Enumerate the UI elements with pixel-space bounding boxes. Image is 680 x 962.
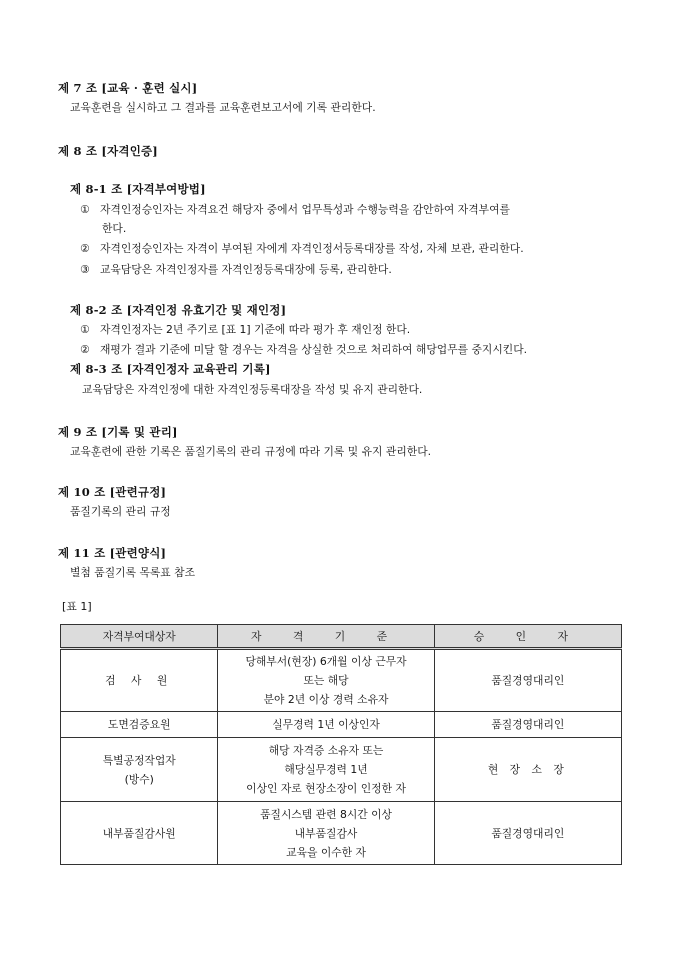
criteria-line: 이상인 자로 현장소장이 인정한 자: [246, 782, 406, 795]
section-10-body: 품질기록의 관리 규정: [70, 505, 171, 518]
section-8-heading: 제 8 조 [자격인증]: [58, 144, 158, 158]
section-7-body: 교육훈련을 실시하고 그 결과를 교육훈련보고서에 기록 관리한다.: [70, 101, 376, 114]
criteria-line: 또는 해당: [303, 674, 349, 687]
criteria-line: 내부품질감사: [294, 826, 358, 840]
cell-target: 검 사 원: [61, 649, 218, 712]
criteria-line: 해당실무경력 1년: [284, 763, 368, 776]
section-8-3-heading: 제 8-3 조 [자격인정자 교육관리 기록]: [70, 362, 271, 376]
cell-criteria: [218, 712, 434, 738]
cell-criteria: [218, 649, 434, 712]
table-row: [61, 802, 622, 865]
item-number: ②: [80, 343, 90, 356]
item-number: ①: [80, 203, 90, 216]
table-row: [61, 712, 622, 738]
table-row: [61, 738, 622, 802]
item-text: 자격인정승인자는 자격이 부여된 자에게 자격인정서등록대장를 작성, 자체 보관, 관리한다.: [100, 242, 524, 255]
item-number: ③: [80, 263, 90, 276]
criteria-line: 실무경력 1년 이상인자: [272, 718, 380, 731]
section-7-heading: 제 7 조 [교육 · 훈련 실시]: [58, 81, 198, 95]
criteria-line: 분야 2년 이상 경력 소유자: [263, 693, 389, 706]
section-8-1-item-1: [80, 202, 510, 217]
criteria-line: 교육을 이수한 자: [286, 845, 366, 859]
section-8-1-item-2: [80, 241, 524, 256]
table-header-row: [61, 625, 622, 649]
item-number: ②: [80, 242, 90, 255]
section-8-1-heading: 제 8-1 조 [자격부여방법]: [70, 182, 206, 196]
section-11-heading: 제 11 조 [관련양식]: [58, 546, 167, 560]
header-criteria: 자 격 기 준: [218, 625, 434, 649]
item-text: 교육담당은 자격인정자를 자격인정등록대장에 등록, 관리한다.: [100, 263, 392, 276]
section-9-heading: 제 9 조 [기록 및 관리]: [58, 425, 178, 439]
item-text: 자격인정승인자는 자격요건 해당자 중에서 업무특성과 수행능력을 감안하여 자격부여를: [100, 203, 510, 216]
section-8-2-item-2: [80, 342, 527, 357]
section-8-2-heading: 제 8-2 조 [자격인정 유효기간 및 재인정]: [70, 303, 287, 317]
item-text: 재평가 결과 기준에 미달 할 경우는 자격을 상실한 것으로 처리하여 해당업무를 중지시킨다.: [100, 343, 528, 356]
cell-approver: 현 장 소 장: [434, 738, 621, 802]
qualification-table: [60, 624, 622, 865]
section-10-heading: 제 10 조 [관련규정]: [58, 485, 167, 499]
criteria-line: 당해부서(현장) 6개월 이상 근무자: [245, 655, 407, 668]
cell-target: 내부품질감사원: [61, 802, 218, 865]
section-8-2-item-1: [80, 322, 410, 337]
section-11-body: 별첨 품질기록 목록표 참조: [70, 566, 196, 579]
cell-approver: 품질경영대리인: [434, 712, 621, 738]
section-8-1-item-3: [80, 262, 392, 277]
table-label: [표 1]: [62, 600, 92, 613]
section-8-3-body: 교육담당은 자격인정에 대한 자격인정등록대장을 작성 및 유지 관리한다.: [82, 383, 423, 396]
cell-criteria: [218, 738, 434, 802]
target-line: 특별공정작업자: [102, 753, 176, 767]
cell-criteria: [218, 802, 434, 865]
criteria-line: 품질시스템 관련 8시간 이상: [260, 807, 392, 821]
section-9-body: 교육훈련에 관한 기록은 품질기록의 관리 규정에 따라 기록 및 유지 관리한다.: [70, 445, 432, 458]
table-row: [61, 649, 622, 712]
section-8-1-item-1-continuation: 한다.: [102, 222, 127, 235]
header-approver: 승 인 자: [434, 625, 621, 649]
cell-approver: 품질경영대리인: [434, 649, 621, 712]
criteria-line: 해당 자격증 소유자 또는: [268, 744, 384, 757]
header-target: 자격부여대상자: [61, 625, 218, 649]
item-number: ①: [80, 323, 90, 336]
target-line: (방수): [124, 772, 154, 786]
cell-target: 도면검증요원: [61, 712, 218, 738]
cell-approver: 품질경영대리인: [434, 802, 621, 865]
item-text: 자격인정자는 2년 주기로 [표 1] 기준에 따라 평가 후 재인정 한다.: [100, 323, 411, 336]
cell-target: [61, 738, 218, 802]
